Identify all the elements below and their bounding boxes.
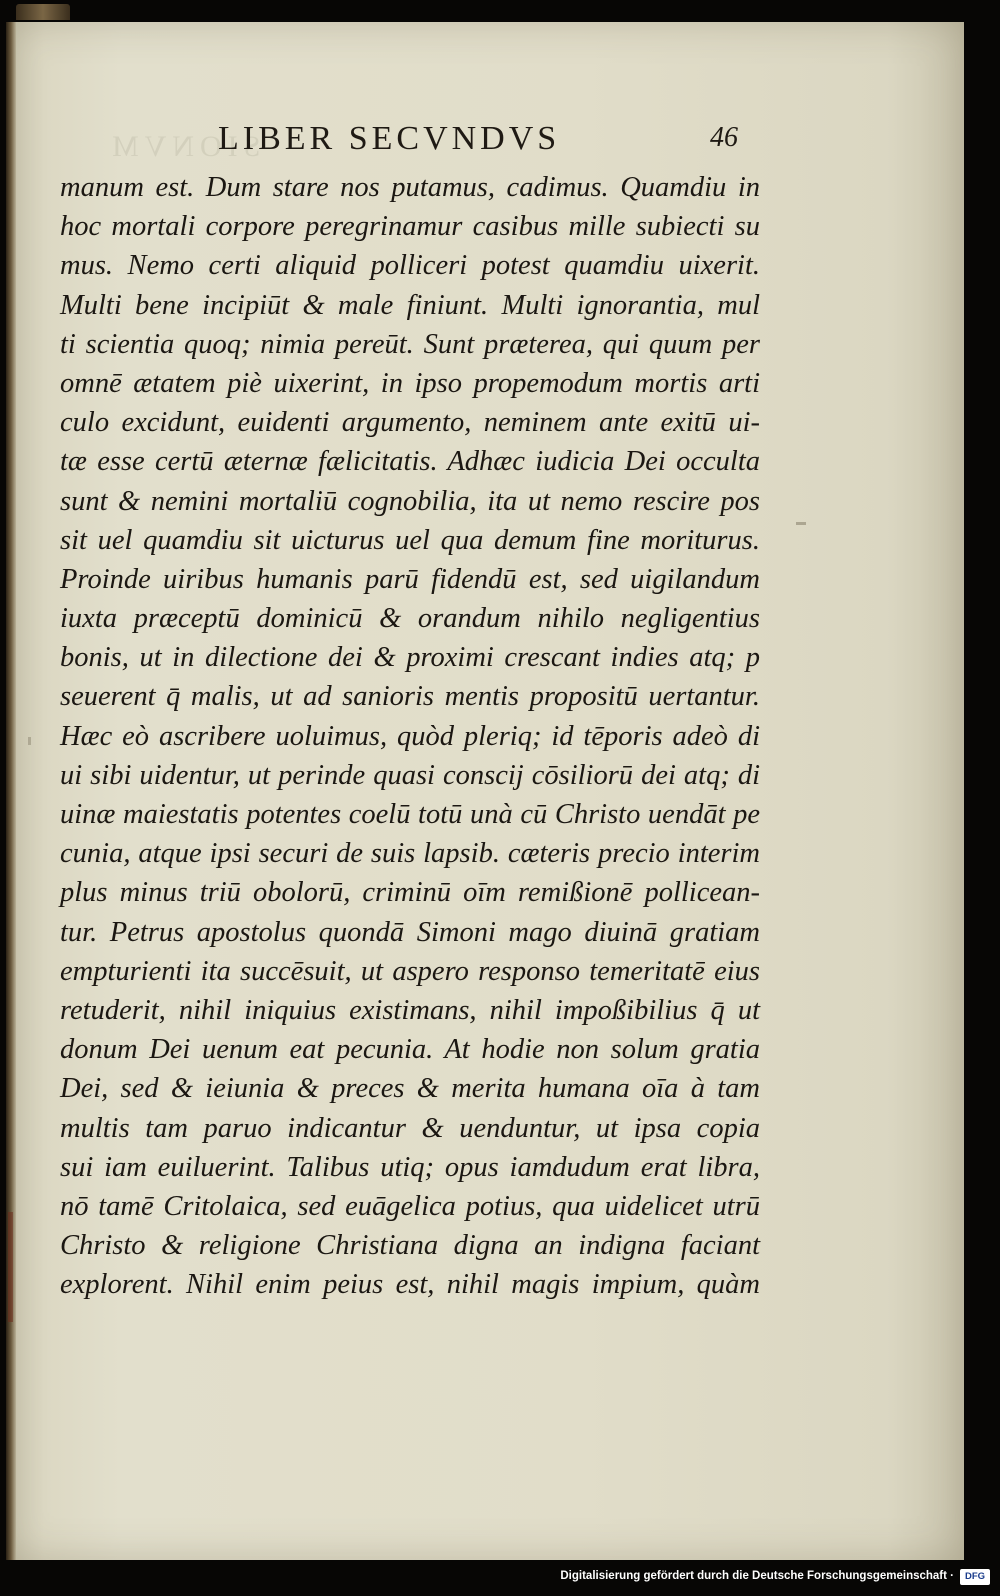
text-line: mus. Nemo certi aliquid polliceri potest quamdiu uixerit. [60, 250, 760, 282]
text-line: iuxta præceptū dominicū & orandum nihilo negligentius [60, 603, 760, 635]
running-head [6, 114, 964, 158]
text-line: tur. Petrus apostolus quondā Simoni mago diuinā gratiam [60, 916, 760, 948]
dfg-logo: DFG [960, 1569, 990, 1585]
text-line: retuderit, nihil iniquius existimans, nihil impoßibilius q̄ ut [60, 994, 760, 1026]
page-gutter [6, 22, 16, 1560]
text-line: sui iam euiluerint. Talibus utiq; opus iamdudum erat libra, [60, 1151, 760, 1183]
book-page [6, 22, 964, 1560]
text-line: bonis, ut in dilectione dei & proximi crescant indies atq; p [60, 642, 760, 674]
paper-speck [28, 737, 31, 745]
text-line: donum Dei uenum eat pecunia. At hodie non solum gratia [60, 1034, 760, 1066]
text-line: seuerent q̄ malis, ut ad sanioris mentis propositū uertantur. [60, 681, 760, 713]
text-line: manum est. Dum stare nos putamus, cadimus. Quamdiu in [60, 172, 760, 203]
text-line: hoc mortali corpore peregrinamur casibus mille subiecti su [60, 211, 760, 243]
text-line: Hæc eò ascribere uoluimus, quòd pleriq; id tēporis adeò di [60, 720, 760, 752]
text-line: culo excidunt, euidenti argumento, neminem ante exitū ui- [60, 407, 760, 439]
text-line: ti scientia quoq; nimia pereūt. Sunt præterea, qui quum per [60, 328, 760, 360]
text-line: uinæ maiestatis potentes coelū totū unà cū Christo uendāt pe [60, 799, 760, 830]
text-line: sunt & nemini mortaliū cognobilia, ita ut nemo rescire pos [60, 485, 760, 517]
text-line: empturienti ita succēsuit, ut aspero responso temeritatē eius [60, 955, 760, 987]
binding-tab [16, 4, 70, 20]
show-through-text: SIONVM [106, 130, 261, 163]
text-line: sit uel quamdiu sit uicturus uel qua demum fine moriturus. [60, 524, 760, 556]
gutter-stain [8, 1212, 13, 1322]
text-line: nō tamē Critolaica, sed euāgelica potius, qua uidelicet utrū [60, 1190, 760, 1222]
text-line: Christo & religione Christiana digna an indigna faciant [60, 1230, 760, 1262]
text-line: plus minus triū obolorū, criminū oīm remißionē pollicean- [60, 877, 760, 909]
text-line: multis tam paruo indicantur & uenduntur, ut ipsa copia [60, 1112, 760, 1144]
footer-bar [0, 1560, 1000, 1596]
text-line: omnē ætatem piè uixerint, in ipso propemodum mortis arti [60, 367, 760, 399]
text-line: tæ esse certū æternæ fælicitatis. Adhæc iudicia Dei occulta [60, 446, 760, 478]
text-line: cunia, atque ipsi securi de suis lapsib. cæteris precio interim [60, 838, 760, 870]
body-text [60, 168, 760, 1304]
paper-speck [796, 522, 806, 525]
text-line: Multi bene incipiūt & male finiunt. Multi ignorantia, mul [60, 289, 760, 321]
text-line: ui sibi uidentur, ut perinde quasi conscij cōsiliorū dei atq; di [60, 759, 760, 791]
text-line: Proinde uiribus humanis parū fidendū est, sed uigilandum [60, 563, 760, 595]
running-head-title: LIBER SECVNDVS [218, 120, 561, 157]
text-line: explorent. Nihil enim peius est, nihil magis impium, quàm [60, 1269, 760, 1301]
text-line: Dei, sed & ieiunia & preces & merita humana oīa à tam [60, 1073, 760, 1105]
funding-credit: Digitalisierung gefördert durch die Deutsche Forschungsgemeinschaft · [560, 1570, 954, 1582]
page-number: 46 [710, 122, 738, 153]
